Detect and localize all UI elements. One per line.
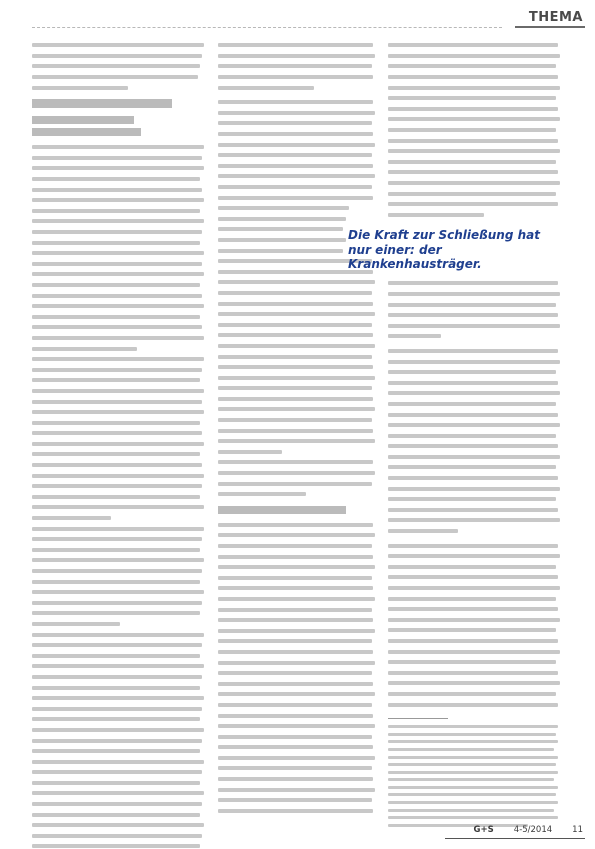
subsection-heading <box>32 116 134 124</box>
paragraph <box>218 40 378 93</box>
paragraph <box>388 278 563 342</box>
footnote-divider <box>388 718 448 719</box>
paragraph <box>32 629 207 849</box>
section-label-rule <box>515 26 585 28</box>
paragraph <box>32 523 207 629</box>
paragraph <box>32 40 207 93</box>
paragraph <box>218 457 378 499</box>
subsection-heading-line-2 <box>32 128 141 136</box>
section-heading <box>32 99 172 108</box>
paragraph <box>218 97 378 457</box>
paragraph <box>32 142 207 354</box>
footer-rule <box>445 838 585 839</box>
paragraph <box>388 540 563 710</box>
text-column-2 <box>218 40 378 816</box>
text-column-1 <box>32 40 207 849</box>
paragraph <box>32 354 207 524</box>
page-footer <box>474 825 583 835</box>
section-label: THEMA <box>528 10 583 25</box>
header-dashed-rule <box>32 27 502 28</box>
text-column-3 <box>388 40 563 829</box>
footnote <box>388 723 563 829</box>
journal-name: G+S <box>473 825 494 835</box>
page-number: 11 <box>572 825 583 835</box>
paragraph <box>388 40 563 220</box>
issue-number: 4-5/2014 <box>513 825 553 835</box>
subsection-heading <box>218 506 346 514</box>
page-header <box>0 8 595 32</box>
pull-quote: Die Kraft zur Schließung hat nur einer: der Krankenhausträger. <box>348 228 540 271</box>
paragraph <box>218 520 378 817</box>
paragraph <box>388 346 563 537</box>
